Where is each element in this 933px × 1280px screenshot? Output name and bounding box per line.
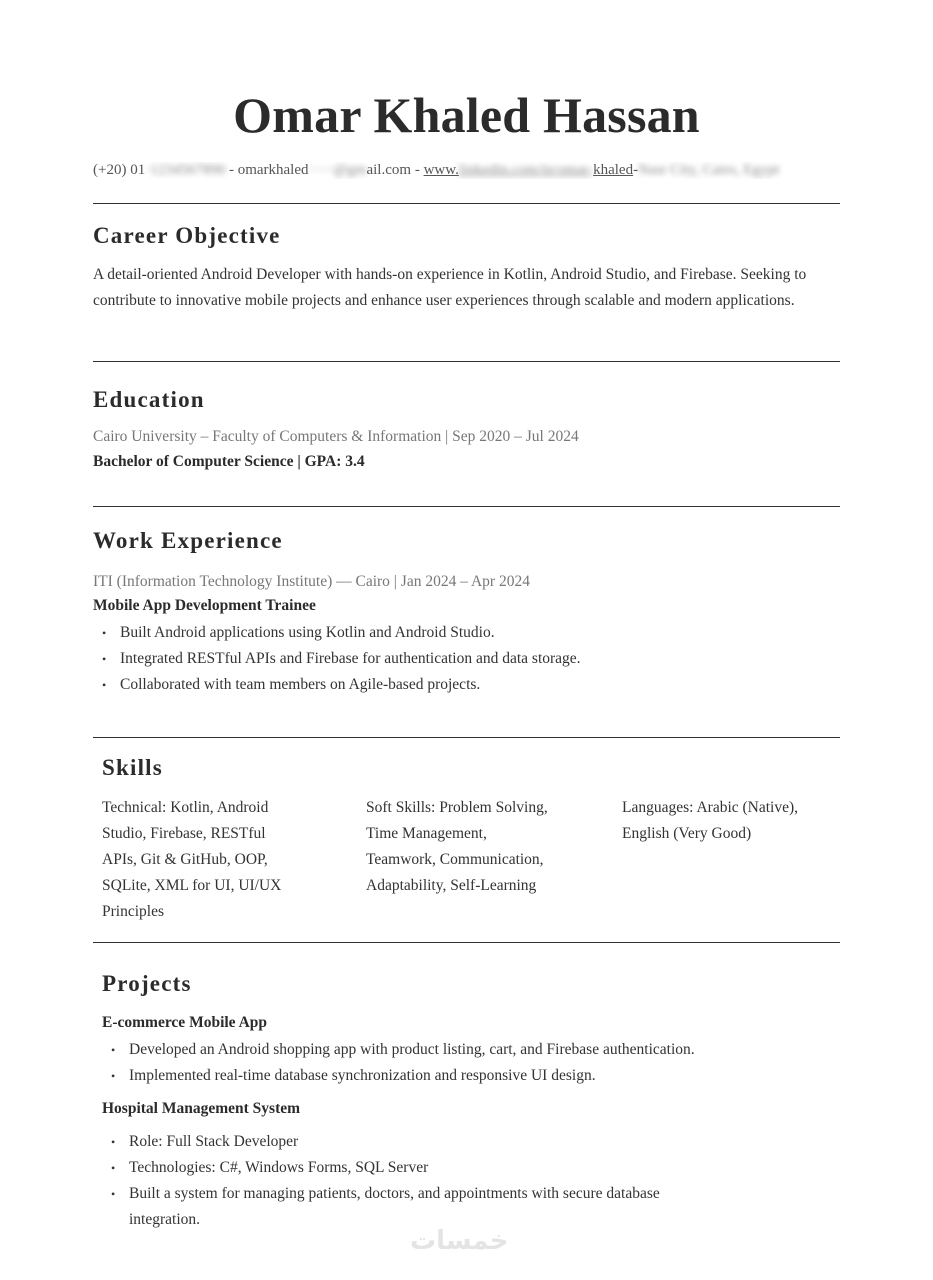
contact-website-suffix[interactable]: khaled	[593, 162, 634, 178]
project-title: E-commerce Mobile App	[102, 1014, 268, 1031]
contact-separator: -	[411, 162, 424, 178]
skills-technical-line: Studio, Firebase, RESTful	[102, 825, 266, 842]
list-item: • Implemented real-time database synchronization and responsive UI design.	[129, 1063, 864, 1089]
skills-soft-line: Teamwork, Communication,	[366, 851, 544, 868]
list-item: • Integrated RESTful APIs and Firebase for authentication and data storage.	[120, 646, 860, 672]
skills-technical-line: Technical: Kotlin, Android	[102, 799, 269, 816]
section-divider	[93, 737, 840, 738]
education-school: Cairo University – Faculty of Computers & Information | Sep 2020 – Jul 2024	[93, 428, 579, 445]
contact-phone-redacted: ·1234567890	[145, 162, 226, 178]
contact-separator: -	[633, 162, 639, 178]
skills-technical-line: SQLite, XML for UI, UI/UX	[102, 877, 282, 894]
section-divider	[93, 203, 840, 204]
work-bullet-list	[93, 620, 860, 698]
work-organization: ITI (Information Technology Institute) — Cairo | Jan 2024 – Apr 2024	[93, 573, 530, 590]
contact-website-link[interactable]: www.	[423, 162, 459, 178]
project-title: Hospital Management System	[102, 1100, 301, 1117]
section-divider	[93, 361, 840, 362]
section-divider	[93, 506, 840, 507]
skills-soft-line: Adaptability, Self-Learning	[366, 877, 537, 894]
list-item: • Developed an Android shopping app with product listing, cart, and Firebase authentication.	[129, 1037, 864, 1063]
list-item: • Built a system for managing patients, doctors, and appointments with secure database integration.	[129, 1181, 729, 1233]
contact-line	[93, 162, 863, 179]
contact-separator: -	[225, 162, 238, 178]
education-degree: Bachelor of Computer Science | GPA: 3.4	[93, 453, 365, 470]
contact-email-redacted: ·····@gm	[308, 162, 367, 178]
project-bullet-list	[102, 1037, 864, 1089]
contact-location: Nasr City, Cairo, Egypt	[638, 162, 780, 178]
contact-phone: (+20) 01	[93, 162, 146, 178]
resume-name: Omar Khaled Hassan	[233, 87, 700, 143]
project-bullet-list	[102, 1129, 729, 1233]
skills-technical	[102, 795, 352, 925]
watermark-logo: خمسات	[410, 1226, 509, 1256]
list-item: • Role: Full Stack Developer	[129, 1129, 729, 1155]
list-item: • Collaborated with team members on Agile-based projects.	[120, 672, 860, 698]
education-heading: Education	[93, 387, 205, 412]
contact-website-redacted[interactable]: linkedin.com/in/omar-	[458, 162, 594, 178]
contact-email: omarkhaled	[237, 162, 309, 178]
list-item: • Built Android applications using Kotlin and Android Studio.	[120, 620, 860, 646]
contact-email-suffix: ail.com	[366, 162, 412, 178]
work-experience-heading: Work Experience	[93, 528, 283, 553]
skills-soft-line: Time Management,	[366, 825, 487, 842]
skills-languages-line: Languages: Arabic (Native),	[622, 799, 799, 816]
skills-languages	[622, 795, 842, 847]
work-role: Mobile App Development Trainee	[93, 597, 316, 614]
career-objective-text: A detail-oriented Android Developer with hands-on experience in Kotlin, Android Studio, and Firebase. Seeking to contribute to innovative mobile projects and enhance user experiences through scalable and modern applications.	[93, 266, 807, 309]
list-item: • Technologies: C#, Windows Forms, SQL Server	[129, 1155, 729, 1181]
projects-heading: Projects	[102, 971, 192, 996]
skills-technical-line: Principles	[102, 903, 164, 920]
career-objective-heading: Career Objective	[93, 223, 281, 248]
section-divider	[93, 942, 840, 943]
skills-soft	[366, 795, 611, 899]
skills-soft-line: Soft Skills: Problem Solving,	[366, 799, 548, 816]
skills-technical-line: APIs, Git & GitHub, OOP,	[102, 851, 268, 868]
skills-languages-line: English (Very Good)	[622, 825, 752, 842]
skills-heading: Skills	[102, 755, 163, 780]
